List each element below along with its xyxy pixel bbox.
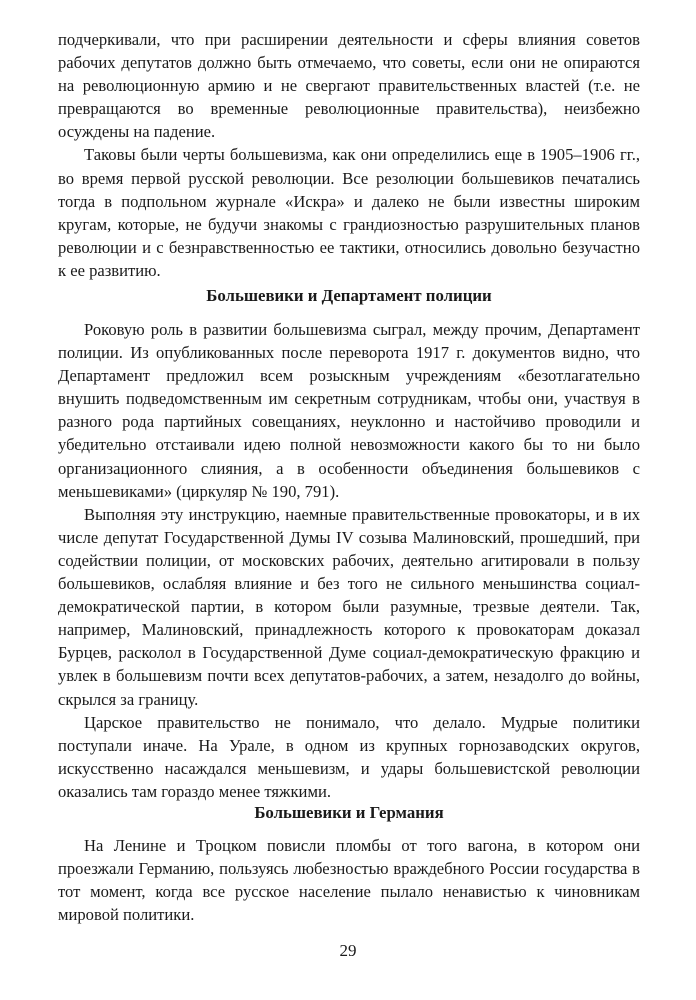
heading-germany: Большевики и Германия bbox=[254, 803, 444, 822]
heading-police-department: Большевики и Департамент полиции bbox=[206, 286, 492, 305]
paragraph-bolshevism-traits: Таковы были черты большевизма, как они определились еще в 1905–1906 гг., во время первой русской революции. Все резолюции большевиков печатались тогда в подпольном журнале «Искра» и далеко не были известны широким кругам, которые, не будучи знакомы с грандиозностью разрушительных планов революции и с безнравственностью ее тактики, относились довольно безучастно к ее развитию. bbox=[58, 145, 640, 280]
section-intro bbox=[58, 28, 640, 282]
section-germany bbox=[58, 834, 640, 926]
section-police-department bbox=[58, 318, 640, 803]
paragraph-tsarist-government: Царское правительство не понимало, что делало. Мудрые политики поступали иначе. На Урале, в одном из крупных горнозаводских округов, искусственно насаждался меньшевизм, и удары большевистской революции оказались там гораздо менее тяжкими. bbox=[58, 712, 640, 801]
paragraph-police-role: Роковую роль в развитии большевизма сыграл, между прочим, Департамент полиции. Из опубликованных после переворота 1917 г. документов видно, что Департамент предложил всем розыскным учреждениям «безотлагательно внушить подведомственным им секретным сотрудникам, чтобы они, участвуя в разного рода партийных совещаниях, неуклонно и настойчиво проводили и убедительно отстаивали идею полной невозможности какого бы то ни было организационного слияния, а в особенности объединения большевиков с меньшевиками» (циркуляр № 190, 791). bbox=[58, 320, 640, 501]
paragraph-provocateurs: Выполняя эту инструкцию, наемные правительственные провокаторы, и в их числе депутат Государственной Думы IV созыва Малиновский, прошедший, при содействии полиции, от московских рабочих, деятельно агитировали в пользу большевиков, ослабляя влияние и без того не сильного меньшинства социал-демократической партии, в котором были разумные, трезвые деятели. Так, например, Малиновский, принадлежность которого к провокаторам доказал Бурцев, расколол в Государственной Думе социал-демократическую фракцию и увлек в большевизм почти всех депутатов-рабочих, а затем, незадолго до войны, скрылся за границу. bbox=[58, 504, 640, 709]
paragraph-lenin-trotsky: На Ленине и Троцком повисли пломбы от того вагона, в котором они проезжали Германию, пользуясь любезностью враждебного России государства в тот момент, когда все русское население пылало ненавистью к чиновникам мировой политики. bbox=[58, 836, 640, 925]
paragraph-continuation: подчеркивали, что при расширении деятельности и сферы влияния советов рабочих депутатов должно быть отмечаемо, что советы, если они не опираются на революционную армию и не свергают правительственных властей (т.е. не превращаются во временные революционные правительства), неизбежно осуждены на падение. bbox=[58, 30, 640, 142]
page-number: 29 bbox=[339, 941, 357, 960]
